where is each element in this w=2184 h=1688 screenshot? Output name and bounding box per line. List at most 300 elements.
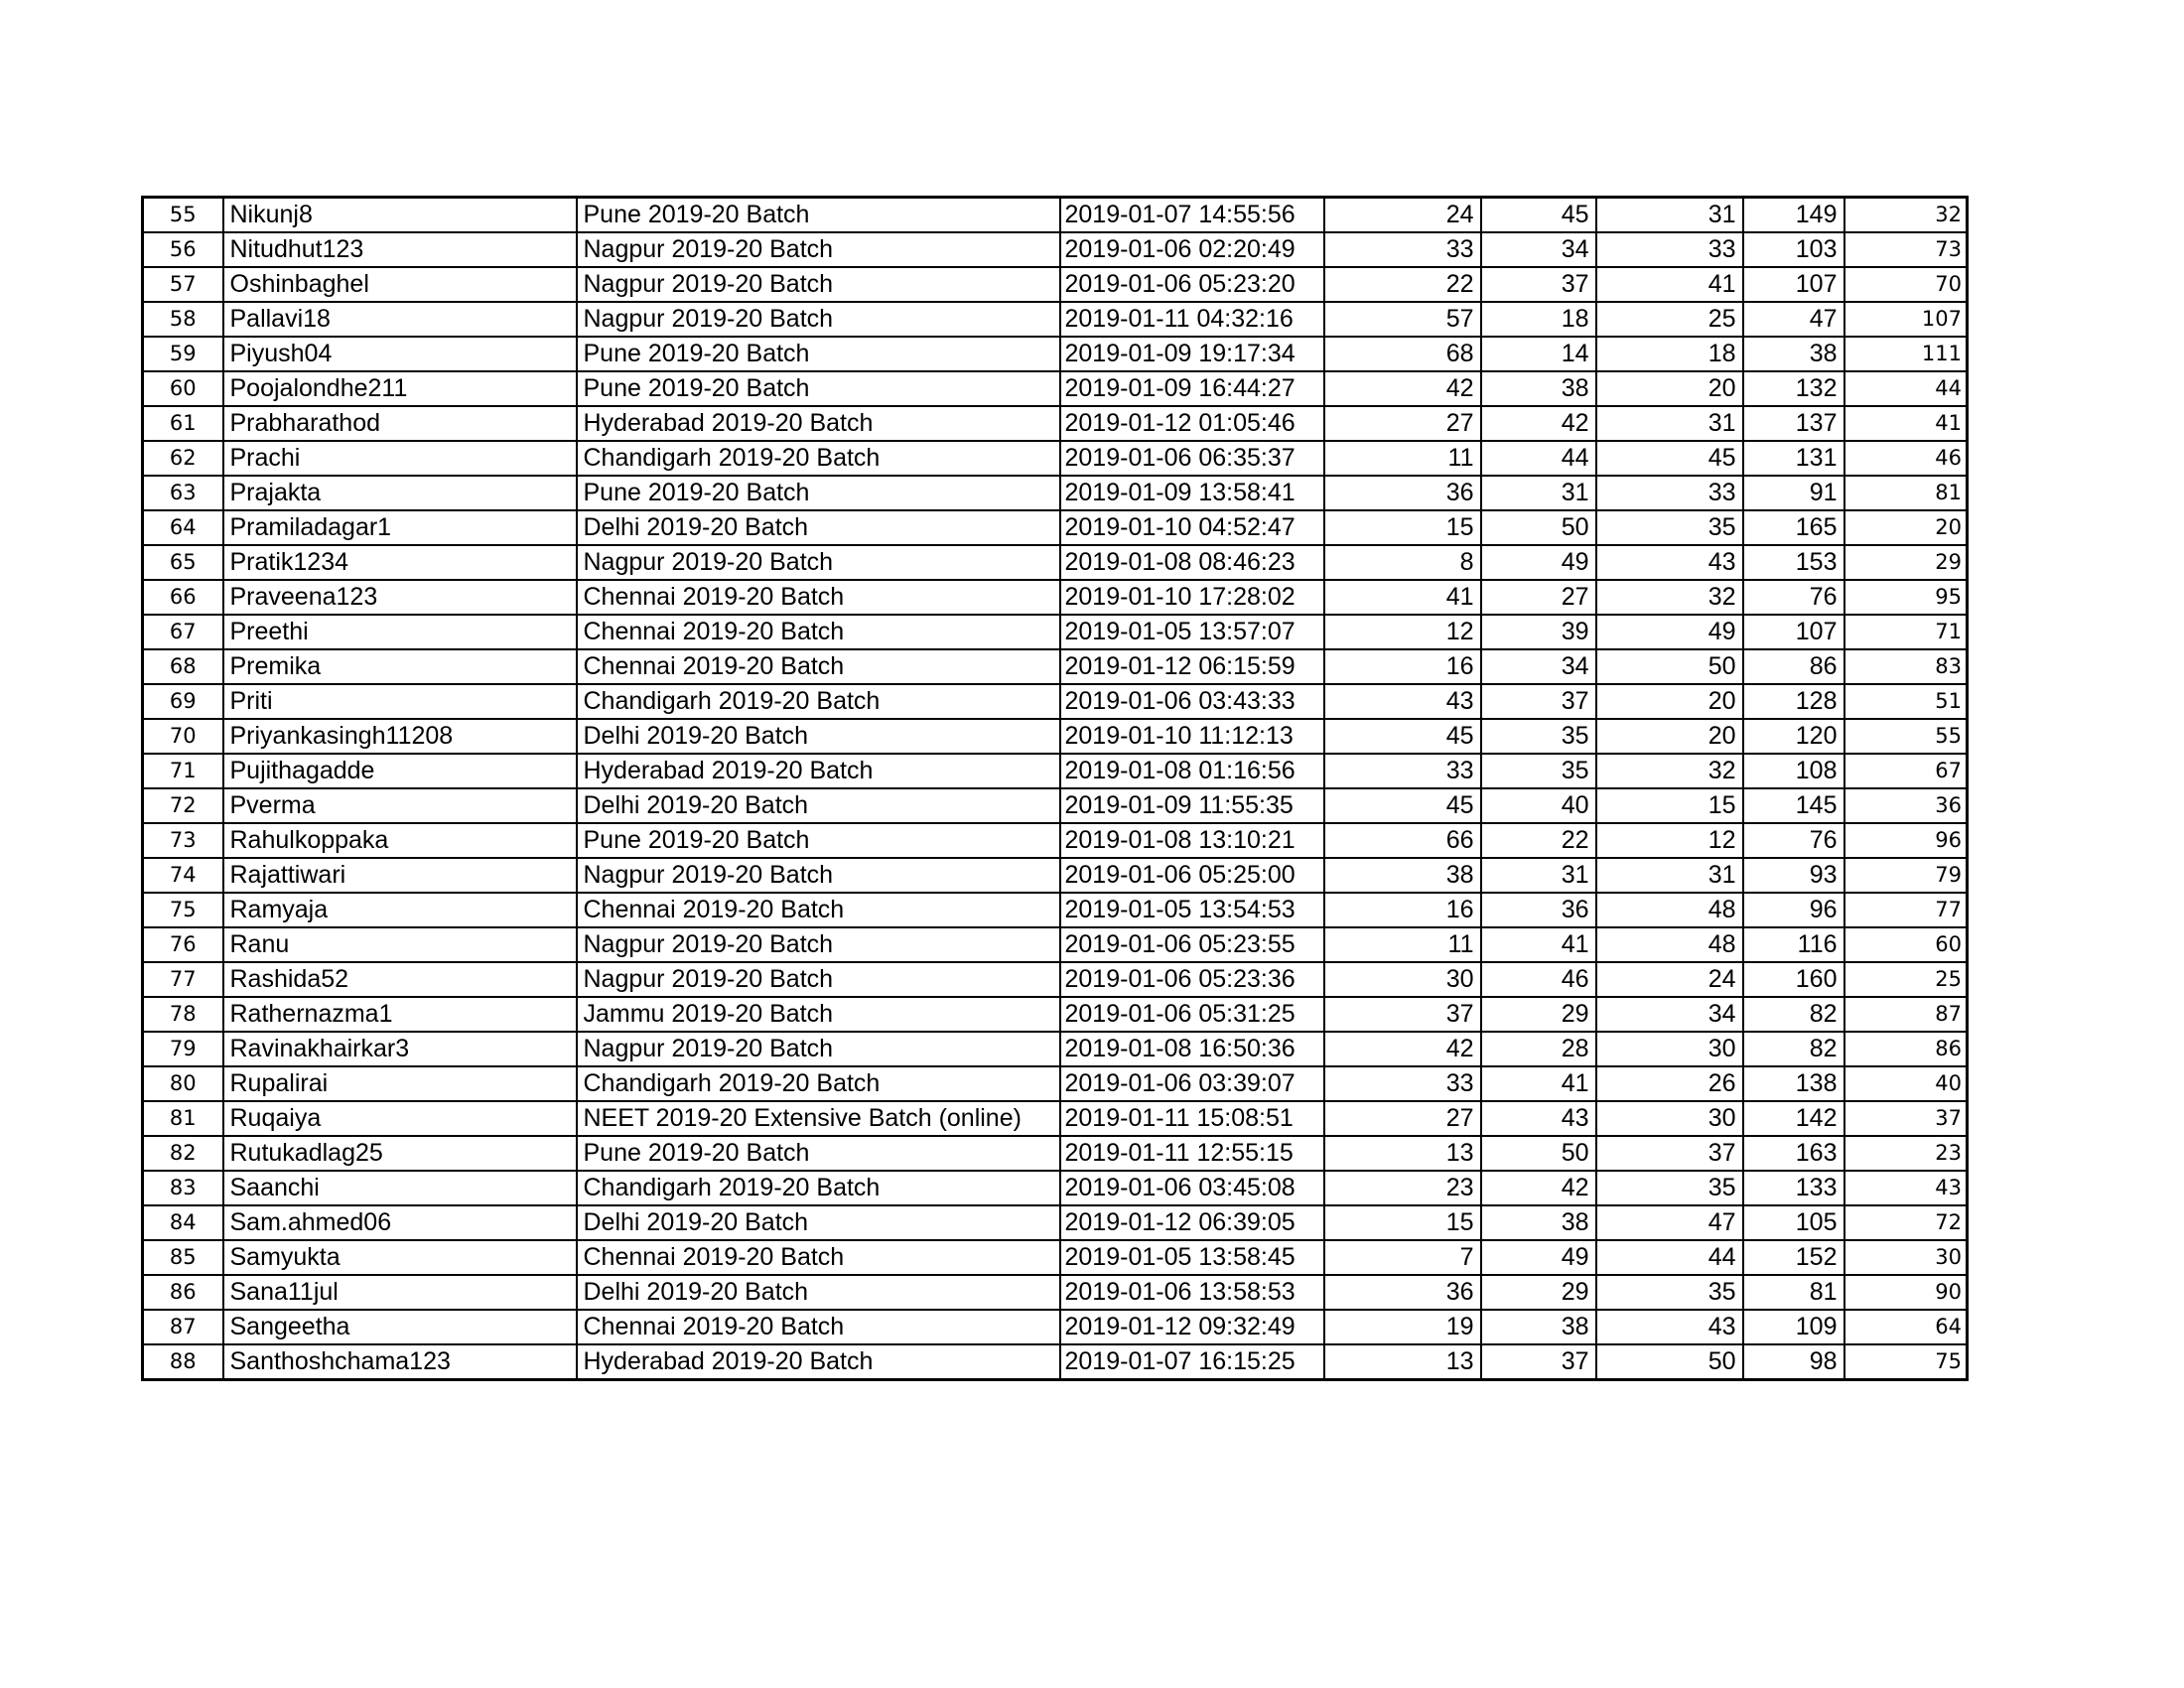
score-cell-b: 39 [1481, 615, 1596, 649]
table-row [143, 580, 1968, 615]
score-cell-a: 33 [1324, 1066, 1481, 1101]
row-number-cell: 66 [143, 580, 223, 615]
table-row [143, 1310, 1968, 1344]
score-cell-d: 120 [1743, 719, 1844, 754]
row-number-cell: 59 [143, 337, 223, 371]
score-cell-a: 42 [1324, 1032, 1481, 1066]
timestamp-cell: 2019-01-05 13:54:53 [1060, 893, 1324, 927]
timestamp-cell: 2019-01-10 04:52:47 [1060, 510, 1324, 545]
score-cell-c: 12 [1596, 823, 1743, 858]
score-cell-a: 33 [1324, 754, 1481, 788]
score-cell-a: 36 [1324, 1275, 1481, 1310]
batch-cell: Chandigarh 2019-20 Batch [577, 441, 1060, 476]
score-cell-b: 37 [1481, 1344, 1596, 1380]
score-cell-b: 34 [1481, 232, 1596, 267]
score-cell-b: 29 [1481, 997, 1596, 1032]
batch-cell: Pune 2019-20 Batch [577, 337, 1060, 371]
timestamp-cell: 2019-01-12 09:32:49 [1060, 1310, 1324, 1344]
score-cell-d: 38 [1743, 337, 1844, 371]
score-cell-b: 38 [1481, 1310, 1596, 1344]
username-cell: Prajakta [223, 476, 577, 510]
batch-cell: Chennai 2019-20 Batch [577, 1310, 1060, 1344]
rank-cell: 32 [1844, 198, 1968, 233]
username-cell: Ravinakhairkar3 [223, 1032, 577, 1066]
table-row [143, 1205, 1968, 1240]
score-cell-c: 34 [1596, 997, 1743, 1032]
rank-cell: 90 [1844, 1275, 1968, 1310]
timestamp-cell: 2019-01-06 05:23:36 [1060, 962, 1324, 997]
score-cell-b: 38 [1481, 371, 1596, 406]
username-cell: Sana11jul [223, 1275, 577, 1310]
timestamp-cell: 2019-01-06 03:43:33 [1060, 684, 1324, 719]
score-cell-c: 41 [1596, 267, 1743, 302]
timestamp-cell: 2019-01-06 05:23:55 [1060, 927, 1324, 962]
rank-cell: 44 [1844, 371, 1968, 406]
score-cell-c: 31 [1596, 198, 1743, 233]
score-cell-b: 41 [1481, 1066, 1596, 1101]
timestamp-cell: 2019-01-06 03:39:07 [1060, 1066, 1324, 1101]
score-cell-b: 49 [1481, 1240, 1596, 1275]
score-cell-c: 33 [1596, 476, 1743, 510]
rank-cell: 60 [1844, 927, 1968, 962]
row-number-cell: 76 [143, 927, 223, 962]
batch-cell: Chennai 2019-20 Batch [577, 615, 1060, 649]
score-cell-d: 137 [1743, 406, 1844, 441]
table-row [143, 441, 1968, 476]
table-row [143, 232, 1968, 267]
table-row [143, 962, 1968, 997]
score-cell-c: 18 [1596, 337, 1743, 371]
score-cell-a: 7 [1324, 1240, 1481, 1275]
row-number-cell: 73 [143, 823, 223, 858]
score-cell-c: 31 [1596, 858, 1743, 893]
score-cell-a: 13 [1324, 1344, 1481, 1380]
score-cell-b: 41 [1481, 927, 1596, 962]
row-number-cell: 56 [143, 232, 223, 267]
timestamp-cell: 2019-01-07 14:55:56 [1060, 198, 1324, 233]
batch-cell: Chennai 2019-20 Batch [577, 580, 1060, 615]
rank-cell: 25 [1844, 962, 1968, 997]
score-cell-d: 82 [1743, 1032, 1844, 1066]
score-cell-a: 11 [1324, 927, 1481, 962]
timestamp-cell: 2019-01-12 06:15:59 [1060, 649, 1324, 684]
score-cell-a: 24 [1324, 198, 1481, 233]
table-row [143, 1101, 1968, 1136]
row-number-cell: 57 [143, 267, 223, 302]
score-cell-b: 35 [1481, 754, 1596, 788]
rank-cell: 77 [1844, 893, 1968, 927]
batch-cell: Chandigarh 2019-20 Batch [577, 1171, 1060, 1205]
username-cell: Santhoshchama123 [223, 1344, 577, 1380]
batch-cell: Chennai 2019-20 Batch [577, 649, 1060, 684]
rank-cell: 70 [1844, 267, 1968, 302]
timestamp-cell: 2019-01-08 16:50:36 [1060, 1032, 1324, 1066]
score-cell-b: 37 [1481, 684, 1596, 719]
rank-cell: 67 [1844, 754, 1968, 788]
batch-cell: Pune 2019-20 Batch [577, 476, 1060, 510]
score-cell-d: 133 [1743, 1171, 1844, 1205]
score-cell-d: 109 [1743, 1310, 1844, 1344]
rank-cell: 37 [1844, 1101, 1968, 1136]
score-cell-b: 40 [1481, 788, 1596, 823]
batch-cell: Pune 2019-20 Batch [577, 198, 1060, 233]
score-cell-b: 49 [1481, 545, 1596, 580]
rank-cell: 86 [1844, 1032, 1968, 1066]
username-cell: Pujithagadde [223, 754, 577, 788]
timestamp-cell: 2019-01-10 17:28:02 [1060, 580, 1324, 615]
score-cell-a: 23 [1324, 1171, 1481, 1205]
score-cell-c: 32 [1596, 754, 1743, 788]
batch-cell: Delhi 2019-20 Batch [577, 719, 1060, 754]
rank-cell: 71 [1844, 615, 1968, 649]
score-cell-a: 57 [1324, 302, 1481, 337]
score-cell-a: 68 [1324, 337, 1481, 371]
timestamp-cell: 2019-01-11 12:55:15 [1060, 1136, 1324, 1171]
row-number-cell: 69 [143, 684, 223, 719]
batch-cell: Chandigarh 2019-20 Batch [577, 1066, 1060, 1101]
table-row [143, 615, 1968, 649]
rank-cell: 107 [1844, 302, 1968, 337]
score-cell-a: 27 [1324, 1101, 1481, 1136]
rank-cell: 111 [1844, 337, 1968, 371]
score-cell-a: 19 [1324, 1310, 1481, 1344]
row-number-cell: 58 [143, 302, 223, 337]
batch-cell: Nagpur 2019-20 Batch [577, 302, 1060, 337]
rank-cell: 87 [1844, 997, 1968, 1032]
score-cell-d: 138 [1743, 1066, 1844, 1101]
row-number-cell: 64 [143, 510, 223, 545]
batch-cell: Nagpur 2019-20 Batch [577, 858, 1060, 893]
username-cell: Rashida52 [223, 962, 577, 997]
row-number-cell: 78 [143, 997, 223, 1032]
score-cell-c: 30 [1596, 1032, 1743, 1066]
score-cell-d: 91 [1743, 476, 1844, 510]
score-cell-d: 98 [1743, 1344, 1844, 1380]
batch-cell: Hyderabad 2019-20 Batch [577, 754, 1060, 788]
timestamp-cell: 2019-01-11 04:32:16 [1060, 302, 1324, 337]
score-cell-b: 31 [1481, 476, 1596, 510]
row-number-cell: 83 [143, 1171, 223, 1205]
rank-cell: 20 [1844, 510, 1968, 545]
table-row [143, 1136, 1968, 1171]
username-cell: Pverma [223, 788, 577, 823]
score-cell-d: 86 [1743, 649, 1844, 684]
score-cell-d: 153 [1743, 545, 1844, 580]
table-row [143, 927, 1968, 962]
score-cell-b: 14 [1481, 337, 1596, 371]
score-cell-a: 16 [1324, 649, 1481, 684]
timestamp-cell: 2019-01-06 02:20:49 [1060, 232, 1324, 267]
score-cell-d: 82 [1743, 997, 1844, 1032]
score-cell-c: 45 [1596, 441, 1743, 476]
rank-cell: 96 [1844, 823, 1968, 858]
score-cell-a: 12 [1324, 615, 1481, 649]
score-cell-b: 42 [1481, 406, 1596, 441]
score-cell-b: 46 [1481, 962, 1596, 997]
rank-cell: 46 [1844, 441, 1968, 476]
score-cell-d: 131 [1743, 441, 1844, 476]
row-number-cell: 79 [143, 1032, 223, 1066]
table-row [143, 1344, 1968, 1380]
rank-cell: 40 [1844, 1066, 1968, 1101]
timestamp-cell: 2019-01-06 05:23:20 [1060, 267, 1324, 302]
score-cell-d: 145 [1743, 788, 1844, 823]
batch-cell: Nagpur 2019-20 Batch [577, 1032, 1060, 1066]
row-number-cell: 84 [143, 1205, 223, 1240]
score-cell-c: 49 [1596, 615, 1743, 649]
score-cell-b: 29 [1481, 1275, 1596, 1310]
row-number-cell: 75 [143, 893, 223, 927]
score-cell-d: 96 [1743, 893, 1844, 927]
score-cell-d: 107 [1743, 615, 1844, 649]
score-cell-d: 116 [1743, 927, 1844, 962]
score-cell-b: 42 [1481, 1171, 1596, 1205]
score-cell-d: 142 [1743, 1101, 1844, 1136]
score-cell-c: 24 [1596, 962, 1743, 997]
score-cell-b: 50 [1481, 510, 1596, 545]
row-number-cell: 72 [143, 788, 223, 823]
score-cell-d: 152 [1743, 1240, 1844, 1275]
username-cell: Ruqaiya [223, 1101, 577, 1136]
table-row [143, 684, 1968, 719]
batch-cell: Nagpur 2019-20 Batch [577, 927, 1060, 962]
score-cell-a: 43 [1324, 684, 1481, 719]
table-row [143, 893, 1968, 927]
table-row [143, 719, 1968, 754]
rank-cell: 29 [1844, 545, 1968, 580]
score-cell-b: 43 [1481, 1101, 1596, 1136]
username-cell: Ramyaja [223, 893, 577, 927]
score-cell-a: 11 [1324, 441, 1481, 476]
score-cell-d: 165 [1743, 510, 1844, 545]
row-number-cell: 81 [143, 1101, 223, 1136]
table-row [143, 476, 1968, 510]
score-cell-d: 81 [1743, 1275, 1844, 1310]
rank-cell: 51 [1844, 684, 1968, 719]
score-cell-a: 42 [1324, 371, 1481, 406]
rank-cell: 64 [1844, 1310, 1968, 1344]
results-table-body [143, 198, 1968, 1380]
score-cell-a: 30 [1324, 962, 1481, 997]
batch-cell: Pune 2019-20 Batch [577, 371, 1060, 406]
username-cell: Ranu [223, 927, 577, 962]
score-cell-a: 36 [1324, 476, 1481, 510]
score-cell-c: 35 [1596, 1171, 1743, 1205]
score-cell-d: 103 [1743, 232, 1844, 267]
table-row [143, 302, 1968, 337]
score-cell-d: 163 [1743, 1136, 1844, 1171]
score-cell-c: 50 [1596, 1344, 1743, 1380]
score-cell-c: 25 [1596, 302, 1743, 337]
username-cell: Samyukta [223, 1240, 577, 1275]
score-cell-a: 33 [1324, 232, 1481, 267]
username-cell: Nikunj8 [223, 198, 577, 233]
username-cell: Oshinbaghel [223, 267, 577, 302]
score-cell-a: 27 [1324, 406, 1481, 441]
timestamp-cell: 2019-01-06 05:31:25 [1060, 997, 1324, 1032]
username-cell: Prabharathod [223, 406, 577, 441]
batch-cell: Nagpur 2019-20 Batch [577, 545, 1060, 580]
table-row [143, 649, 1968, 684]
table-row [143, 858, 1968, 893]
rank-cell: 41 [1844, 406, 1968, 441]
row-number-cell: 67 [143, 615, 223, 649]
timestamp-cell: 2019-01-06 13:58:53 [1060, 1275, 1324, 1310]
score-cell-b: 44 [1481, 441, 1596, 476]
username-cell: Rajattiwari [223, 858, 577, 893]
row-number-cell: 80 [143, 1066, 223, 1101]
rank-cell: 79 [1844, 858, 1968, 893]
batch-cell: Hyderabad 2019-20 Batch [577, 1344, 1060, 1380]
score-cell-c: 48 [1596, 893, 1743, 927]
table-row [143, 1275, 1968, 1310]
score-cell-a: 8 [1324, 545, 1481, 580]
score-cell-b: 28 [1481, 1032, 1596, 1066]
table-row [143, 1240, 1968, 1275]
score-cell-a: 66 [1324, 823, 1481, 858]
timestamp-cell: 2019-01-12 01:05:46 [1060, 406, 1324, 441]
username-cell: Saanchi [223, 1171, 577, 1205]
timestamp-cell: 2019-01-10 11:12:13 [1060, 719, 1324, 754]
rank-cell: 72 [1844, 1205, 1968, 1240]
table-row [143, 337, 1968, 371]
row-number-cell: 82 [143, 1136, 223, 1171]
username-cell: Nitudhut123 [223, 232, 577, 267]
timestamp-cell: 2019-01-05 13:58:45 [1060, 1240, 1324, 1275]
rank-cell: 83 [1844, 649, 1968, 684]
score-cell-c: 37 [1596, 1136, 1743, 1171]
score-cell-b: 45 [1481, 198, 1596, 233]
score-cell-b: 34 [1481, 649, 1596, 684]
score-cell-c: 43 [1596, 1310, 1743, 1344]
score-cell-a: 13 [1324, 1136, 1481, 1171]
username-cell: Sangeetha [223, 1310, 577, 1344]
batch-cell: Pune 2019-20 Batch [577, 1136, 1060, 1171]
row-number-cell: 68 [143, 649, 223, 684]
rank-cell: 95 [1844, 580, 1968, 615]
score-cell-d: 132 [1743, 371, 1844, 406]
table-row [143, 371, 1968, 406]
table-row [143, 788, 1968, 823]
table-row [143, 267, 1968, 302]
batch-cell: NEET 2019-20 Extensive Batch (online) [577, 1101, 1060, 1136]
row-number-cell: 62 [143, 441, 223, 476]
timestamp-cell: 2019-01-08 08:46:23 [1060, 545, 1324, 580]
score-cell-a: 45 [1324, 719, 1481, 754]
table-row [143, 1032, 1968, 1066]
rank-cell: 73 [1844, 232, 1968, 267]
batch-cell: Nagpur 2019-20 Batch [577, 267, 1060, 302]
score-cell-c: 48 [1596, 927, 1743, 962]
table-row [143, 997, 1968, 1032]
row-number-cell: 60 [143, 371, 223, 406]
username-cell: Prachi [223, 441, 577, 476]
score-cell-b: 38 [1481, 1205, 1596, 1240]
score-cell-a: 45 [1324, 788, 1481, 823]
username-cell: Rupalirai [223, 1066, 577, 1101]
score-cell-c: 44 [1596, 1240, 1743, 1275]
row-number-cell: 74 [143, 858, 223, 893]
score-cell-b: 36 [1481, 893, 1596, 927]
score-cell-c: 33 [1596, 232, 1743, 267]
rank-cell: 55 [1844, 719, 1968, 754]
rank-cell: 81 [1844, 476, 1968, 510]
score-cell-a: 22 [1324, 267, 1481, 302]
score-cell-a: 41 [1324, 580, 1481, 615]
score-cell-c: 20 [1596, 684, 1743, 719]
batch-cell: Jammu 2019-20 Batch [577, 997, 1060, 1032]
score-cell-d: 93 [1743, 858, 1844, 893]
row-number-cell: 65 [143, 545, 223, 580]
username-cell: Praveena123 [223, 580, 577, 615]
table-row [143, 406, 1968, 441]
username-cell: Pratik1234 [223, 545, 577, 580]
score-cell-c: 30 [1596, 1101, 1743, 1136]
score-cell-c: 31 [1596, 406, 1743, 441]
batch-cell: Nagpur 2019-20 Batch [577, 232, 1060, 267]
table-row [143, 1066, 1968, 1101]
username-cell: Poojalondhe211 [223, 371, 577, 406]
score-cell-b: 27 [1481, 580, 1596, 615]
timestamp-cell: 2019-01-09 11:55:35 [1060, 788, 1324, 823]
rank-cell: 30 [1844, 1240, 1968, 1275]
score-cell-b: 37 [1481, 267, 1596, 302]
row-number-cell: 77 [143, 962, 223, 997]
score-cell-d: 107 [1743, 267, 1844, 302]
timestamp-cell: 2019-01-08 01:16:56 [1060, 754, 1324, 788]
table-row [143, 510, 1968, 545]
score-cell-a: 15 [1324, 1205, 1481, 1240]
score-cell-c: 15 [1596, 788, 1743, 823]
row-number-cell: 88 [143, 1344, 223, 1380]
results-table [141, 196, 1969, 1381]
rank-cell: 23 [1844, 1136, 1968, 1171]
table-row [143, 1171, 1968, 1205]
score-cell-c: 35 [1596, 510, 1743, 545]
row-number-cell: 70 [143, 719, 223, 754]
table-row [143, 754, 1968, 788]
batch-cell: Nagpur 2019-20 Batch [577, 962, 1060, 997]
batch-cell: Hyderabad 2019-20 Batch [577, 406, 1060, 441]
username-cell: Piyush04 [223, 337, 577, 371]
score-cell-b: 50 [1481, 1136, 1596, 1171]
username-cell: Premika [223, 649, 577, 684]
score-cell-b: 31 [1481, 858, 1596, 893]
table-row [143, 545, 1968, 580]
score-cell-b: 35 [1481, 719, 1596, 754]
row-number-cell: 87 [143, 1310, 223, 1344]
rank-cell: 43 [1844, 1171, 1968, 1205]
batch-cell: Chennai 2019-20 Batch [577, 1240, 1060, 1275]
score-cell-d: 76 [1743, 823, 1844, 858]
score-cell-c: 20 [1596, 719, 1743, 754]
score-cell-d: 105 [1743, 1205, 1844, 1240]
score-cell-a: 15 [1324, 510, 1481, 545]
batch-cell: Delhi 2019-20 Batch [577, 1205, 1060, 1240]
table-row [143, 823, 1968, 858]
score-cell-c: 32 [1596, 580, 1743, 615]
username-cell: Rathernazma1 [223, 997, 577, 1032]
score-cell-b: 18 [1481, 302, 1596, 337]
username-cell: Priti [223, 684, 577, 719]
score-cell-c: 20 [1596, 371, 1743, 406]
username-cell: Priyankasingh11208 [223, 719, 577, 754]
timestamp-cell: 2019-01-06 05:25:00 [1060, 858, 1324, 893]
batch-cell: Chandigarh 2019-20 Batch [577, 684, 1060, 719]
timestamp-cell: 2019-01-08 13:10:21 [1060, 823, 1324, 858]
row-number-cell: 71 [143, 754, 223, 788]
row-number-cell: 63 [143, 476, 223, 510]
